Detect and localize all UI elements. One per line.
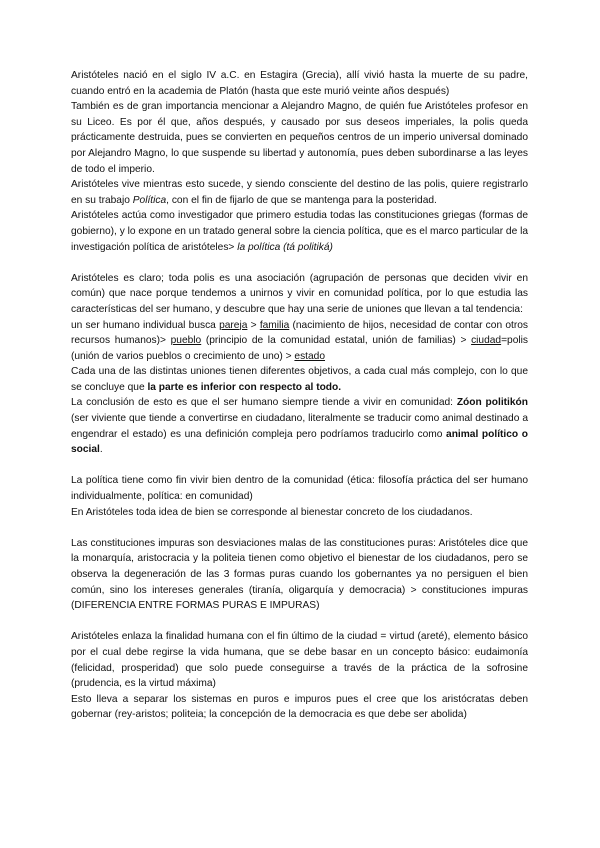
text-segment: Cada una de las distintas uniones tienen diferentes objetivos, a cada cual más complejo, con lo que se concluye que: [71, 366, 528, 393]
text-segment: Aristóteles vive mientras esto sucede, y siendo consciente del destino de las polis, quiere registrarlo en su trabajo: [71, 179, 528, 206]
text-segment: =polis (unión de varios pueblos o crecimiento de uno) >: [71, 335, 528, 362]
document-body: [71, 68, 528, 723]
paragraph-gap: [71, 520, 528, 536]
text-segment: Aristóteles actúa como investigador que primero estudia todas las constituciones griegas (formas de gobierno), y lo expone en un tratado general sobre la ciencia política, que es el marco particular de la investigación política de aristóteles>: [71, 210, 529, 253]
paragraph-gap: [71, 458, 528, 474]
emphasis-politica: Política: [132, 194, 167, 206]
paragraph-alejandro: También es de gran importancia mencionar a Alejandro Magno, de quién fue Aristóteles profesor en su Liceo. Es por él que, años después, y causado por sus deseos imperiales, la polis queda prácticamente destruida, pues se convierten en pequeños centros de un imperio universal dominado por Alejandro Magno, lo que suspende su libertad y autonomía, pues deben subordinarse a las leyes de todo el imperio.: [71, 101, 528, 175]
term-ciudad: ciudad: [471, 335, 502, 347]
paragraph-polis-association: Aristóteles es claro; toda polis es una asociación (agrupación de personas que deciden vivir en común) que nace porque tendemos a unirnos y vivir en comunidad política, por lo que estudia las características del ser humano, y descubre que hay una serie de uniones que llevan a tal tendencia:: [71, 272, 528, 315]
paragraph-birth: Aristóteles nació en el siglo IV a.C. en Estagira (Grecia), allí vivió hasta la muerte de su padre, cuando entró en la academia de Platón (hasta que este murió veinte años después): [71, 70, 528, 97]
paragraph-gap: [71, 255, 528, 271]
term-pareja: pareja: [219, 319, 248, 331]
term-pueblo: pueblo: [170, 335, 202, 347]
text-segment: (principio de la comunidad estatal, unión de familias) >: [201, 335, 472, 347]
paragraph-politics-purpose: La política tiene como fin vivir bien dentro de la comunidad (ética: filosofía práctica del ser humano individualmente, política: en comunidad): [71, 475, 528, 503]
paragraph-idea-of-good: En Aristóteles toda idea de bien se corresponde al bienestar concreto de los ciudadanos.: [71, 506, 473, 518]
bold-zoon-politikon: Zóon politikón: [456, 397, 528, 409]
term-estado: estado: [294, 350, 326, 362]
paragraph-investigator: [71, 208, 528, 255]
text-segment: (ser viviente que tiende a convertirse en ciudadano, literalmente se traducir como animal destinado a engendrar el estado) es una definición compleja pero podríamos traducirlo como: [71, 413, 528, 440]
text-segment: un ser humano individual busca: [71, 319, 220, 331]
text-segment: , con el fin de fijarlo de que se mantenga para la posteridad.: [166, 194, 437, 206]
text-segment: (nacimiento de hijos, necesidad de contar con otros recursos humanos)>: [71, 319, 528, 347]
paragraph-virtue: Aristóteles enlaza la finalidad humana con el fin último de la ciudad = virtud (areté), elemento básico por el cual debe regirse la vida humana, que se debe basar en un concepto básico: eudaimonía (felicidad, prosperidad) que solo puede conseguirse a través de la práctica de la sofrosine (prudencia, es la virtud máxima): [71, 631, 528, 690]
emphasis-ta-politika: la política (tá politiká): [237, 241, 333, 253]
term-familia: familia: [259, 319, 290, 331]
paragraph-gap: [71, 614, 528, 630]
paragraph-objectives: [71, 364, 528, 395]
bold-parte-inferior: la parte es inferior con respecto al todo.: [147, 381, 342, 393]
text-segment: >: [247, 319, 260, 331]
paragraph-constitutions: Las constituciones impuras son desviaciones malas de las constituciones puras: Aristóteles dice que la monarquía, aristocracia y la politeia tienen como objetivo el bienestar de los ciudadanos, pero se observa la degeneración de las 3 formas puras cuando los gobernantes ya no persiguen el bien común, sino los intereses generales (tiranía, oligarquía y democracia) > constituciones impuras (DIFERENCIA ENTRE FORMAS PURAS E IMPURAS): [71, 537, 528, 612]
text-segment: La conclusión de esto es que el ser humano siempre tiende a vivir en comunidad:: [71, 397, 457, 409]
paragraph-zoon-politikon: [71, 395, 528, 457]
paragraph-politica-work: [71, 177, 528, 208]
bold-animal-politico: animal político o social: [71, 428, 528, 456]
paragraph-unions-chain: [71, 318, 528, 365]
text-segment: .: [99, 444, 103, 456]
paragraph-systems: Esto lleva a separar los sistemas en puros e impuros pues el cree que los aristócratas deben gobernar (rey-aristos; politeia; la concepción de la democracia es que debe ser abolida): [71, 693, 528, 721]
